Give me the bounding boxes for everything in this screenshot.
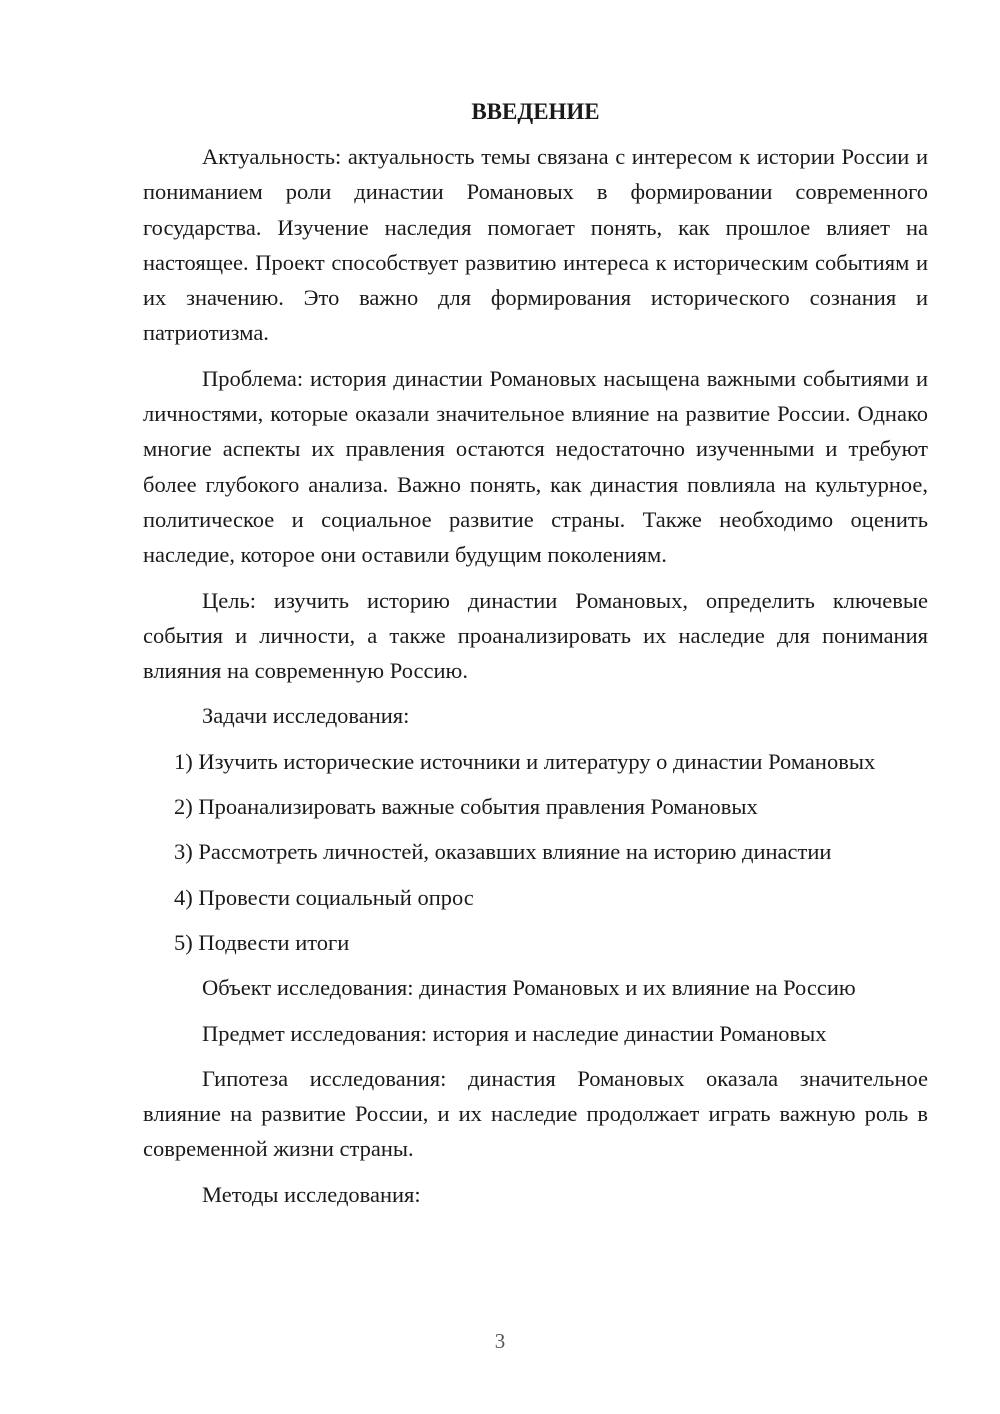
research-object: Объект исследования: династия Романовых и их влияние на Россию — [202, 975, 856, 1001]
goal-paragraph: Цель: изучить историю династии Романовых, определить ключевые события и личности, а также проанализировать их наследие для понимания влияния на современную Россию. — [143, 587, 928, 684]
task-item-5: 5) Подвести итоги — [174, 929, 350, 955]
tasks-title: Задачи исследования: — [202, 703, 410, 729]
task-item-3: 3) Рассмотреть личностей, оказавших влияние на историю династии — [174, 839, 832, 865]
task-item-4: 4) Провести социальный опрос — [174, 884, 474, 910]
relevance-paragraph: Актуальность: актуальность темы связана с интересом к истории России и пониманием роли династии Романовых в формировании современного государства. Изучение наследия помогает понять, как прошлое влияет на настоящее. Проект способствует развитию интереса к историческим событиям и их значению. Это важно для формирования исторического сознания и патриотизма. — [143, 144, 928, 346]
page-title: ВВЕДЕНИЕ — [471, 99, 600, 124]
task-item-1: 1) Изучить исторические источники и литературу о династии Романовых — [174, 748, 876, 774]
task-item-2: 2) Проанализировать важные события правления Романовых — [174, 794, 758, 820]
hypothesis-paragraph: Гипотеза исследования: династия Романовых оказала значительное влияние на развитие России, и их наследие продолжает играть важную роль в современной жизни страны. — [143, 1065, 928, 1162]
page-content — [143, 94, 928, 1222]
research-subject: Предмет исследования: история и наследие династии Романовых — [202, 1020, 827, 1046]
methods-title: Методы исследования: — [202, 1181, 421, 1207]
problem-paragraph: Проблема: история династии Романовых насыщена важными событиями и личностями, которые оказали значительное влияние на развитие России. Однако многие аспекты их правления остаются недостаточно изученными и требуют более глубокого анализа. Важно понять, как династия повлияла на культурное, политическое и социальное развитие страны. Также необходимо оценить наследие, которое они оставили будущим поколениям. — [143, 365, 928, 568]
page-number: 3 — [494, 1329, 506, 1353]
